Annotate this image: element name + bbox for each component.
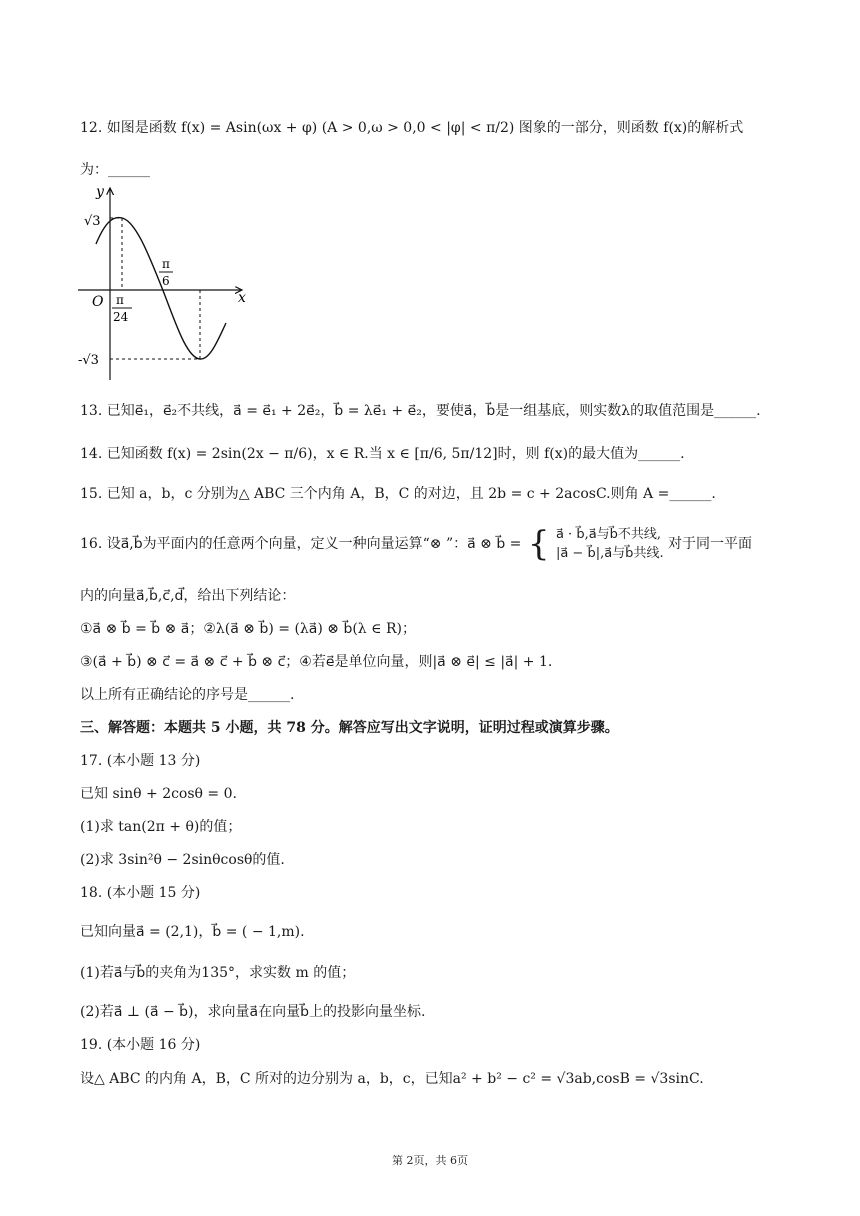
q16-case2: |a⃗ − b⃗|,a⃗与b⃗共线. [555,546,664,561]
x-axis-label: x [238,290,246,306]
q13: 13. 已知e⃗₁，e⃗₂不共线，a⃗ = e⃗₁ + 2e⃗₂，b⃗ = λe⃗₁ + e⃗₂，要使a⃗，b⃗是一组基底，则实数λ的取值范围是______. [80,403,761,419]
origin-label: O [92,294,104,310]
q16-case1: a⃗ · b⃗,a⃗与b⃗不共线, [555,527,662,542]
q15: 15. 已知 a，b，c 分别为△ ABC 三个内角 A，B，C 的对边，且 2b = c + 2acosC.则角 A =______. [80,486,716,502]
q18-title: 18. (本小题 15 分) [80,885,201,901]
q16-piecewise-brace: { [527,524,550,564]
sine-graph [70,180,270,390]
q19-title: 19. (本小题 16 分) [80,1037,201,1053]
q16-line1 [80,525,752,567]
q17-title: 17. (本小题 13 分) [80,753,201,769]
q14: 14. 已知函数 f(x) = 2sin(2x − π/6)，x ∈ R.当 x ∈ [π/6, 5π/12]时，则 f(x)的最大值为______. [80,446,685,462]
q17-part2: (2)求 3sin²θ − 2sinθcosθ的值. [80,852,285,868]
q16-piecewise-cases [556,525,664,563]
q16-line1-text: 16. 设a⃗,b⃗为平面内的任意两个向量，定义一种向量运算“⊗ ”：a⃗ ⊗ b⃗ = [80,536,522,552]
sine-curve [96,218,226,359]
page-footer: 第 2页，共 6页 [392,1154,468,1167]
q17-given: 已知 sinθ + 2cosθ = 0. [80,786,237,802]
q16-line4: ③(a⃗ + b⃗) ⊗ c⃗ = a⃗ ⊗ c⃗ + b⃗ ⊗ c⃗；④若e⃗是单位向量，则|a⃗ ⊗ e⃗| ≤ |a⃗| + 1. [80,654,553,670]
y-axis-label: y [96,184,104,200]
tick-pi24-numerator: π [116,293,124,307]
q18-given: 已知向量a⃗ = (2,1)，b⃗ = ( − 1,m). [80,924,305,940]
tick-pi24-denominator: 24 [113,310,129,324]
q16-line5: 以上所有正确结论的序号是______. [80,687,295,703]
q12-line1: 12. 如图是函数 f(x) = Asin(ωx + φ) (A > 0,ω > 0,0 < |φ| < π/2) 图象的一部分，则函数 f(x)的解析式 [80,120,744,136]
q16-line2: 内的向量a⃗,b⃗,c⃗,d⃗，给出下列结论： [80,588,296,604]
q16-line1-tail: 对于同一平面 [668,536,753,552]
q18-part1: (1)若a⃗与b⃗的夹角为135°，求实数 m 的值； [80,965,356,981]
q16-line3: ①a⃗ ⊗ b⃗ = b⃗ ⊗ a⃗；②λ(a⃗ ⊗ b⃗) = (λa⃗) ⊗ b⃗(λ ∈ R)； [80,621,416,637]
tick-pi6-denominator: 6 [162,274,170,288]
q17-part1: (1)求 tan(2π + θ)的值； [80,819,242,835]
section-3-heading: 三、解答题：本题共 5 小题，共 78 分。解答应写出文字说明，证明过程或演算步骤。 [80,720,619,736]
q19-given: 设△ ABC 的内角 A，B，C 所对的边分别为 a，b，c，已知a² + b² − c² = √3ab,cosB = √3sinC. [80,1071,704,1087]
q12-line2: 为：______ [80,162,150,178]
max-label: √3 [84,214,101,229]
min-label: -√3 [78,353,99,368]
tick-pi6-numerator: π [162,257,170,271]
q18-part2: (2)若a⃗ ⊥ (a⃗ − b⃗)，求向量a⃗在向量b⃗上的投影向量坐标. [80,1004,426,1020]
